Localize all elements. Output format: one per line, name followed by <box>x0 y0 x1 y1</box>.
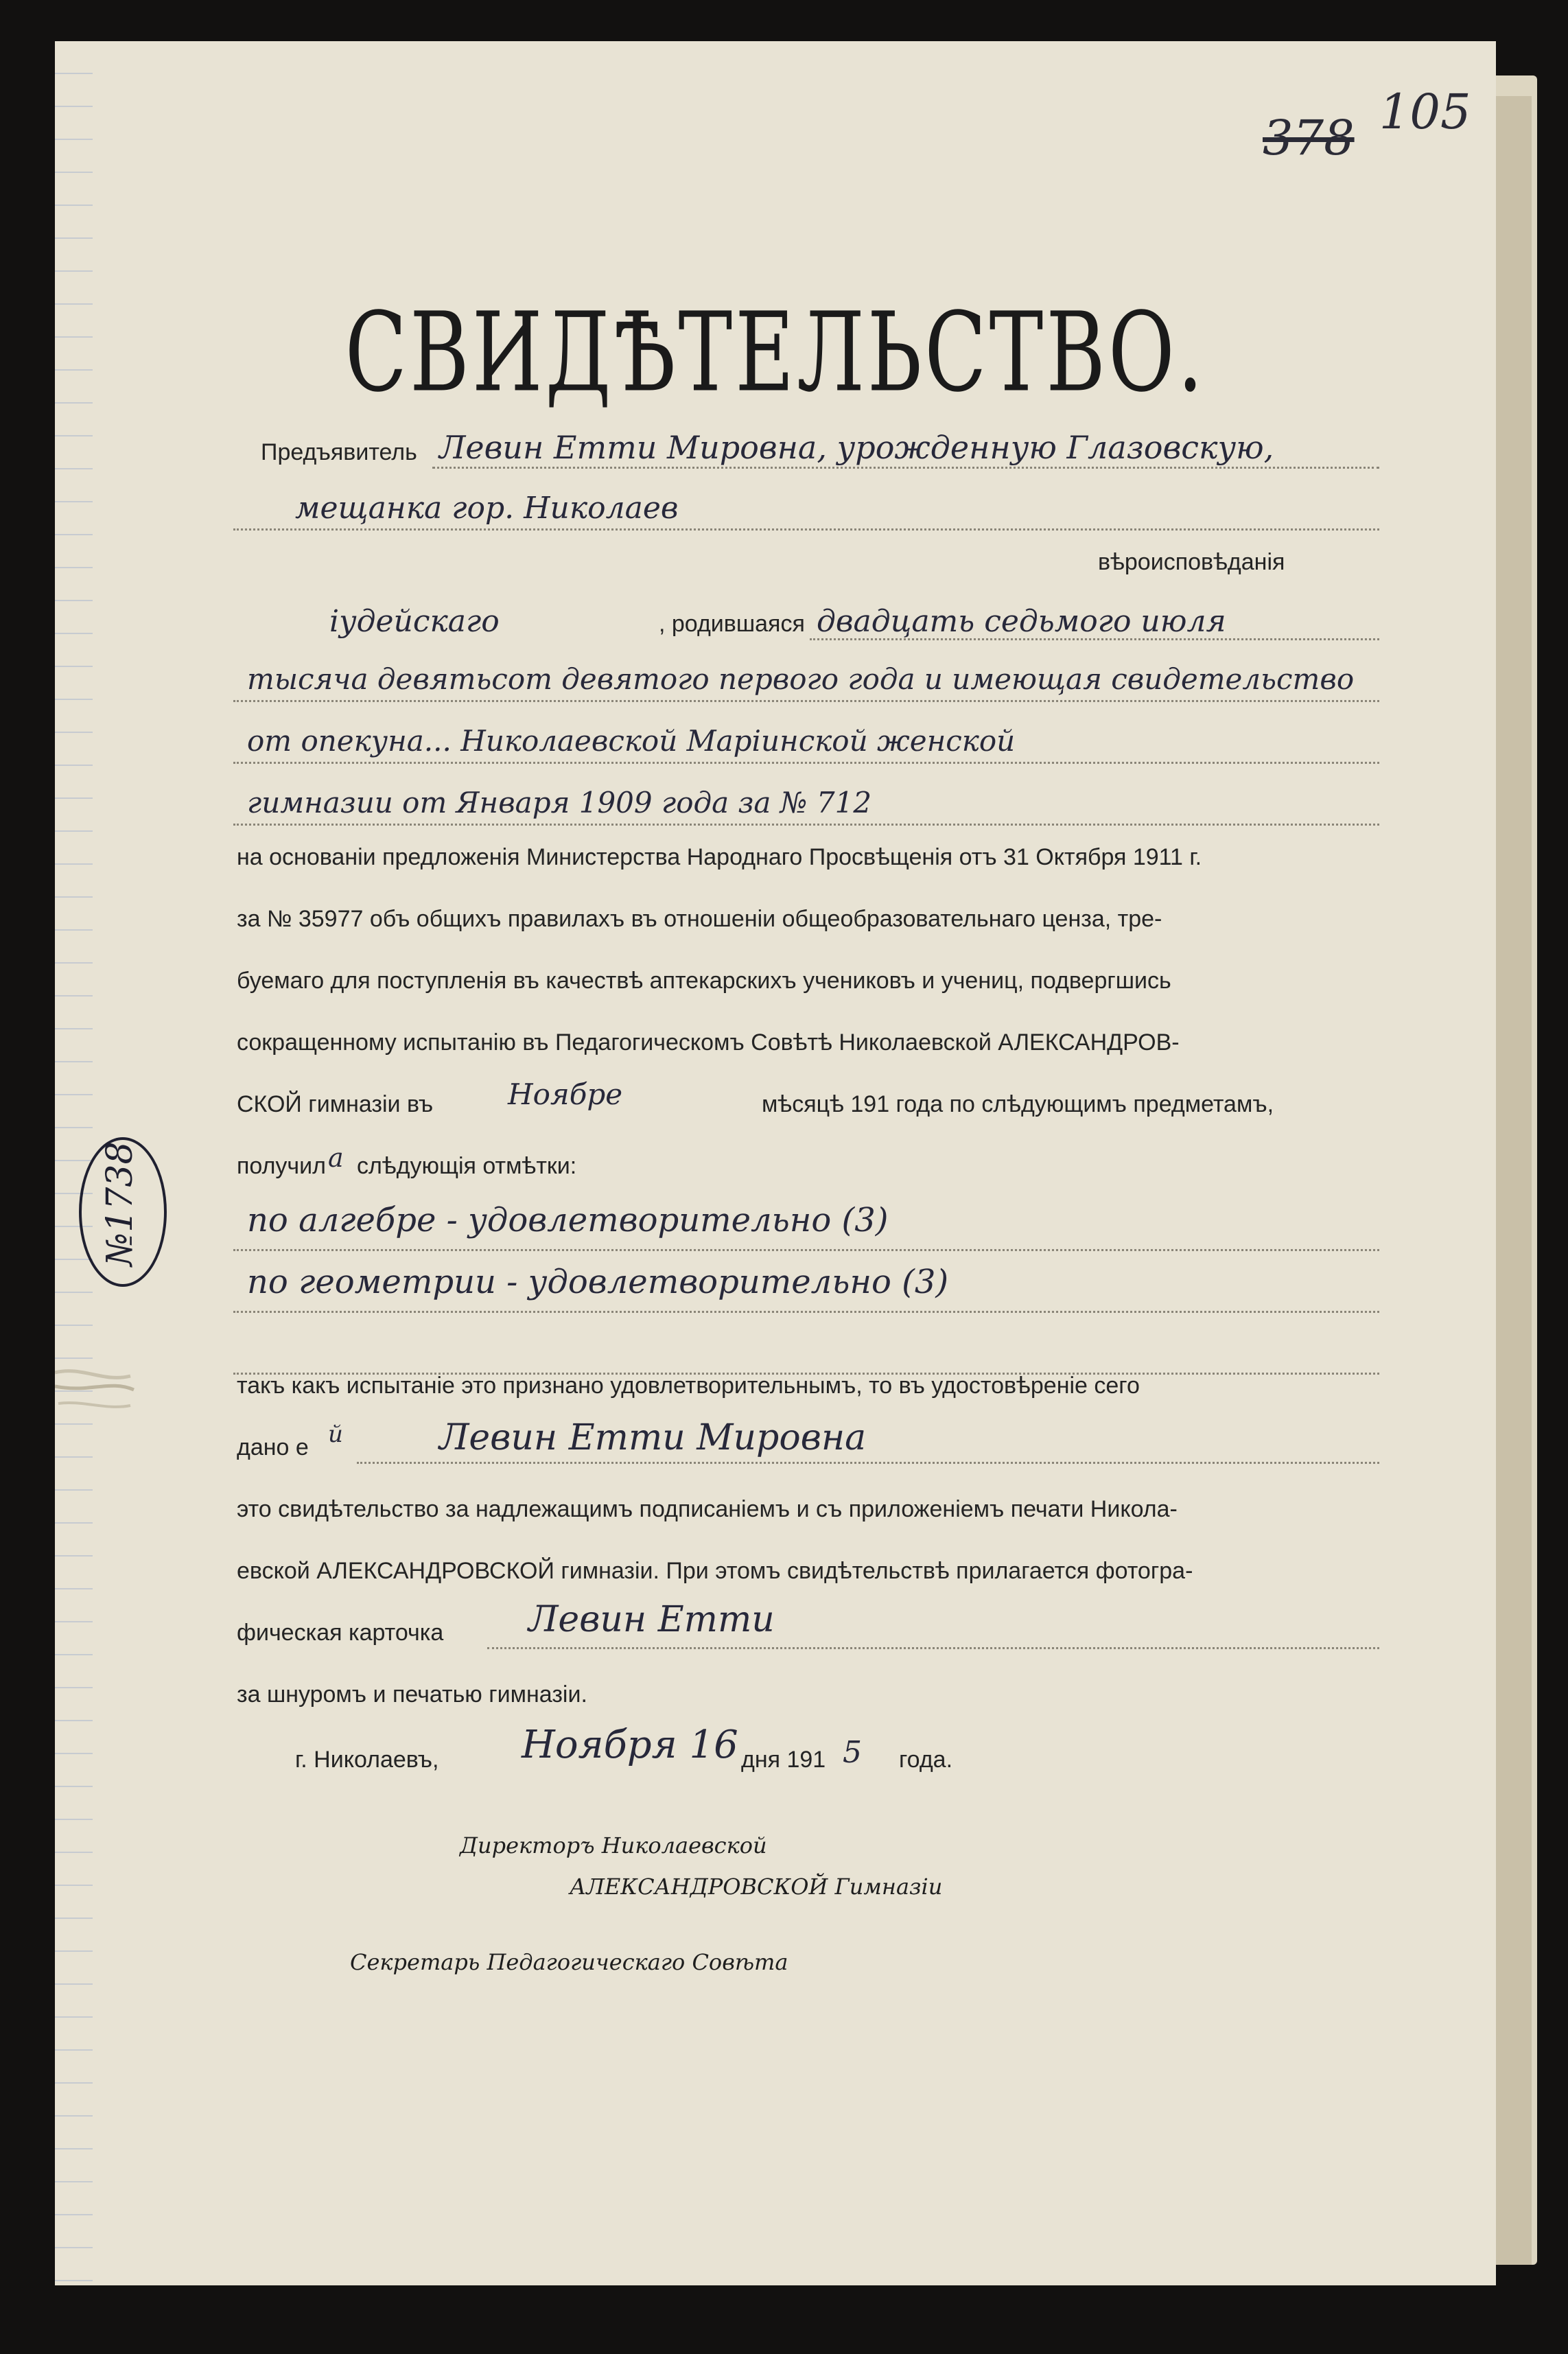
bearer-origin: мещанка гор. Николаев <box>295 491 679 526</box>
body-line-6-suffix: а <box>328 1143 344 1173</box>
photo-card-name: Левин Етти <box>528 1599 775 1640</box>
bearer-dotted-line-2 <box>233 528 1379 531</box>
folio-old: 378 <box>1263 110 1355 166</box>
bearer-name: Левин Етти Мировна, урожденную Глазовскую, <box>439 429 1274 466</box>
body2-line-4: евской АЛЕКСАНДРОВСКОЙ гимназіи. При этомъ свидѣтельствѣ прилагается фотогра- <box>237 1558 1193 1584</box>
bearer-label: Предъявитель <box>261 439 417 465</box>
body2-line-2-suffix: й <box>328 1421 343 1448</box>
body2-dotted-5 <box>487 1647 1379 1649</box>
folio-number <box>1263 84 1471 166</box>
birth-text-1: двадцать седьмого июля <box>817 604 1226 639</box>
director-title: Директоръ Николаевской <box>460 1832 767 1858</box>
body-line-3: буемаго для поступленія въ качествѣ аптекарскихъ учениковъ и учениц, подвергшись <box>237 968 1171 994</box>
grade-dotted-2 <box>233 1311 1379 1313</box>
body-line-5a: СКОЙ гимназіи въ <box>237 1091 434 1117</box>
recipient-name: Левин Етти Мировна <box>439 1417 867 1458</box>
birth-dotted-3 <box>233 762 1379 764</box>
grade-geometry: по геометрии - удовлетворительно (3) <box>247 1263 949 1301</box>
body2-line-3: это свидѣтельство за надлежащимъ подписаніемъ и съ приложеніемъ печати Никола- <box>237 1496 1178 1522</box>
body-line-4: сокращенному испытанію въ Педагогическомъ Совѣтѣ Николаевской АЛЕКСАНДРОВ- <box>237 1029 1180 1056</box>
body-line-6a: получил <box>237 1153 326 1179</box>
folio-new: 105 <box>1379 84 1471 140</box>
body2-line-5a: фическая карточка <box>237 1620 444 1646</box>
secretary-title: Секретарь Педагогическаго Совѣта <box>350 1949 788 1975</box>
body2-line-1: такъ какъ испытаніе это признано удовлетворительнымъ, то въ удостовѣреніе сего <box>237 1373 1140 1399</box>
religion-label: вѣроисповѣданія <box>1098 549 1285 575</box>
birth-dotted-4 <box>233 824 1379 826</box>
birth-text-2: тысяча девятьсот девятого первого года и имеющая свидетельство <box>247 662 1355 696</box>
document-title: СВИДѢТЕЛЬСТВО. <box>344 288 1206 417</box>
birth-text-4: гимназии от Января 1909 года за № 712 <box>247 786 872 819</box>
born-label: , родившаяся <box>659 611 805 637</box>
bearer-dotted-line <box>432 467 1379 469</box>
date-handwritten: Ноября 16 <box>522 1723 738 1767</box>
body-line-5b: мѣсяцѣ 191 года по слѣдующимъ предметамъ, <box>762 1091 1274 1117</box>
exam-month: Ноябре <box>508 1077 623 1111</box>
body2-line-6: за шнуромъ и печатью гимназіи. <box>237 1681 587 1708</box>
body2-dotted-2 <box>357 1462 1379 1464</box>
birth-dotted-2 <box>233 700 1379 702</box>
day-label: дня 191 <box>741 1747 826 1773</box>
director-title-2: АЛЕКСАНДРОВСКОЙ Гимназіи <box>570 1874 943 1900</box>
registry-stamp: №1738 <box>86 1163 154 1266</box>
body-line-6b: слѣдующія отмѣтки: <box>357 1153 577 1179</box>
year-label: года. <box>899 1747 953 1773</box>
binding-string-icon <box>55 1345 137 1434</box>
document-page <box>55 41 1496 2285</box>
religion-value: іудейскаго <box>329 604 500 639</box>
birth-text-3: от опекуна... Николаевской Маріинской женской <box>247 724 1016 758</box>
grade-algebra: по алгебре - удовлетворительно (3) <box>247 1201 889 1239</box>
body2-line-2a: дано е <box>237 1434 309 1460</box>
year-handwritten: 5 <box>843 1735 862 1770</box>
body-line-2: за № 35977 объ общихъ правилахъ въ отношеніи общеобразовательнаго ценза, тре- <box>237 906 1162 932</box>
body-line-1: на основаніи предложенія Министерства Народнаго Просвѣщенія отъ 31 Октября 1911 г. <box>237 844 1202 870</box>
grade-dotted-1 <box>233 1249 1379 1251</box>
city: г. Николаевъ, <box>295 1747 439 1773</box>
